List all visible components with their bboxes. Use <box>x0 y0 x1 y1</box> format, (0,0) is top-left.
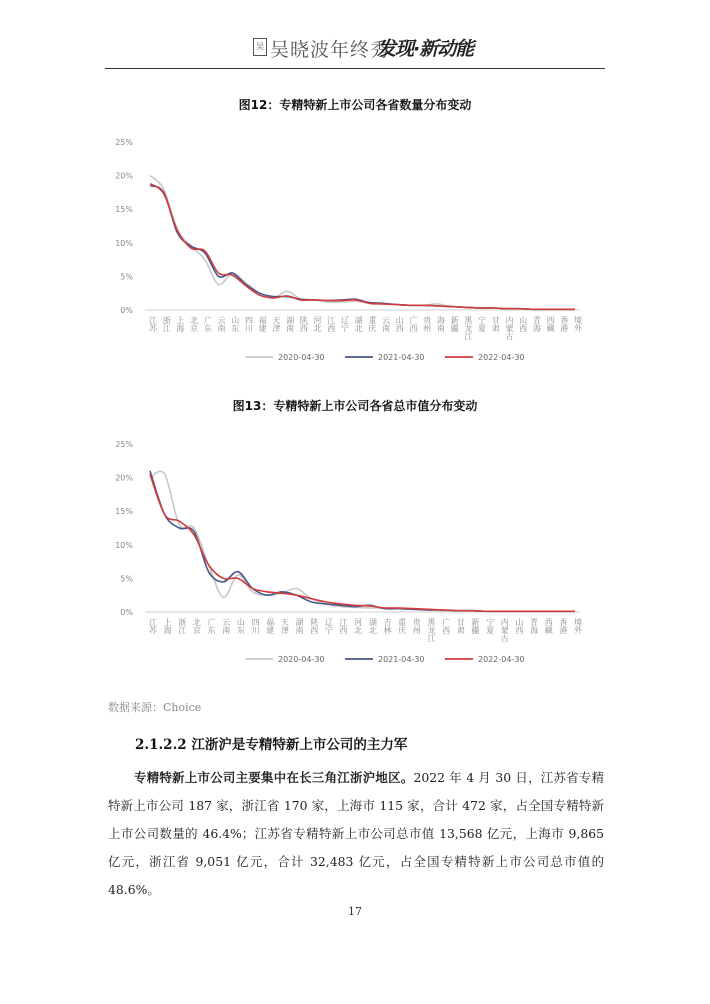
x-tick-label: 吉林 <box>382 618 392 634</box>
x-tick-label: 辽宁 <box>324 618 334 634</box>
x-tick-label: 山东 <box>230 316 240 332</box>
section-heading <box>135 733 407 753</box>
legend-label: 2021-04-30 <box>378 353 425 362</box>
page-header <box>105 30 605 69</box>
figure-12-svg <box>100 130 600 370</box>
x-tick-label: 山东 <box>236 618 246 634</box>
x-tick-label: 江西 <box>326 316 336 332</box>
x-tick-label: 辽宁 <box>340 316 350 332</box>
legend-label: 2022-04-30 <box>478 655 525 664</box>
x-tick-label: 甘肃 <box>456 618 466 634</box>
header-signature: 发现·新动能 <box>377 38 474 60</box>
x-tick-label: 西藏 <box>544 618 554 634</box>
x-tick-label: 山西 <box>395 316 405 332</box>
x-tick-label: 福建 <box>265 618 275 634</box>
x-tick-label: 云南 <box>217 316 227 332</box>
y-tick-label: 10% <box>115 238 133 248</box>
x-tick-label: 北京 <box>189 316 199 332</box>
x-tick-label: 江西 <box>339 618 349 634</box>
y-tick-label: 0% <box>120 608 133 617</box>
figure-12-title: 图12：专精特新上市公司各省数量分布变动 <box>238 98 472 112</box>
x-tick-label: 广东 <box>207 618 217 634</box>
section-title: 江浙沪是专精特新上市公司的主力军 <box>191 737 408 753</box>
x-tick-label: 黑龙江 <box>426 618 436 642</box>
x-tick-label: 重庆 <box>367 316 377 332</box>
x-tick-label: 青海 <box>532 316 542 332</box>
y-tick-label: 15% <box>115 205 133 215</box>
x-tick-label: 境外 <box>573 316 583 332</box>
legend-label: 2022-04-30 <box>478 353 525 362</box>
x-tick-label: 新疆 <box>470 618 480 634</box>
x-tick-label: 浙江 <box>177 618 187 634</box>
x-tick-label: 黑龙江 <box>463 316 473 340</box>
series-line-2022-04-30 <box>150 474 575 611</box>
x-tick-label: 浙江 <box>162 316 172 332</box>
series-line-2021-04-30 <box>150 186 575 310</box>
series-line-2021-04-30 <box>150 471 575 611</box>
y-tick-label: 25% <box>115 138 133 147</box>
page-number: 17 <box>348 905 362 918</box>
legend-label: 2020-04-30 <box>278 655 325 664</box>
x-tick-label: 贵州 <box>412 618 422 634</box>
x-tick-label: 天津 <box>280 618 290 634</box>
header-title: 吴晓波年终秀 <box>270 39 391 61</box>
section-number: 2.1.2.2 <box>135 737 187 753</box>
x-tick-label: 广西 <box>441 618 451 634</box>
x-tick-label: 湖北 <box>354 316 364 332</box>
figure-13-title: 图13：专精特新上市公司各省总市值分布变动 <box>232 399 478 413</box>
x-tick-label: 云南 <box>221 618 231 634</box>
x-tick-label: 新疆 <box>450 316 460 332</box>
series-line-2022-04-30 <box>150 184 575 310</box>
x-tick-label: 境外 <box>573 618 583 634</box>
x-tick-label: 湖南 <box>295 618 305 634</box>
x-tick-label: 西藏 <box>546 316 556 332</box>
x-tick-label: 陕西 <box>309 618 319 634</box>
figure-13-chart <box>100 432 600 672</box>
body-paragraph <box>108 764 604 904</box>
figure-12-chart <box>100 130 600 370</box>
x-tick-label: 宁夏 <box>485 618 495 634</box>
x-tick-label: 上海 <box>175 316 185 332</box>
x-tick-label: 甘肃 <box>491 316 501 332</box>
x-tick-label: 青海 <box>529 618 539 634</box>
x-tick-label: 重庆 <box>397 618 407 634</box>
x-tick-label: 天津 <box>271 316 281 332</box>
x-tick-label: 江苏 <box>148 316 158 332</box>
y-tick-label: 5% <box>120 574 133 584</box>
x-tick-label: 江苏 <box>148 618 158 634</box>
x-tick-label: 海南 <box>436 316 446 332</box>
x-tick-label: 贵州 <box>422 316 432 332</box>
x-tick-label: 河北 <box>353 618 363 634</box>
paragraph-lead: 专精特新上市公司主要集中在长三角江浙沪地区。 <box>134 770 414 785</box>
x-tick-label: 广西 <box>408 316 418 332</box>
y-tick-label: 15% <box>115 507 133 517</box>
y-tick-label: 10% <box>115 540 133 550</box>
y-tick-label: 5% <box>120 272 133 282</box>
x-tick-label: 广东 <box>203 316 213 332</box>
x-tick-label: 内蒙古 <box>504 316 514 340</box>
x-tick-label: 云南 <box>381 316 391 332</box>
x-tick-label: 福建 <box>258 316 268 332</box>
paragraph-body: 2022 年 4 月 30 日，江苏省专精特新上市公司 187 家，浙江省 170 家，上海市 115 家，合计 472 家，占全国专精特新上市公司数量的 46.4%；江苏省专精特新上市公司总市值 13,568 亿元，上海市 9,865 亿元，浙江省 9,051 亿元，合计 32,483 亿元，占全国专精特新上市公司总市值的 48.6%。 <box>108 770 604 897</box>
y-tick-label: 0% <box>120 306 133 315</box>
x-tick-label: 山西 <box>514 618 524 634</box>
legend-label: 2020-04-30 <box>278 353 325 362</box>
x-tick-label: 河北 <box>313 316 323 332</box>
x-tick-label: 四川 <box>251 618 261 634</box>
y-tick-label: 20% <box>115 473 133 483</box>
data-source-note: 数据来源：Choice <box>108 701 202 714</box>
figure-13-svg <box>100 432 600 672</box>
legend-label: 2021-04-30 <box>378 655 425 664</box>
x-tick-label: 四川 <box>244 316 254 332</box>
series-line-2020-04-30 <box>150 176 575 310</box>
x-tick-label: 上海 <box>163 618 173 634</box>
x-tick-label: 山西 <box>518 316 528 332</box>
x-tick-label: 香港 <box>559 316 569 332</box>
y-tick-label: 20% <box>115 171 133 181</box>
x-tick-label: 内蒙古 <box>500 618 510 642</box>
series-line-2020-04-30 <box>150 471 575 611</box>
x-tick-label: 湖南 <box>285 316 295 332</box>
x-tick-label: 宁夏 <box>477 316 487 332</box>
x-tick-label: 北京 <box>192 618 202 634</box>
x-tick-label: 香港 <box>558 618 568 634</box>
x-tick-label: 陕西 <box>299 316 309 332</box>
x-tick-label: 湖北 <box>368 618 378 634</box>
y-tick-label: 25% <box>115 440 133 449</box>
brand-logo-icon: 吴 <box>253 38 267 56</box>
